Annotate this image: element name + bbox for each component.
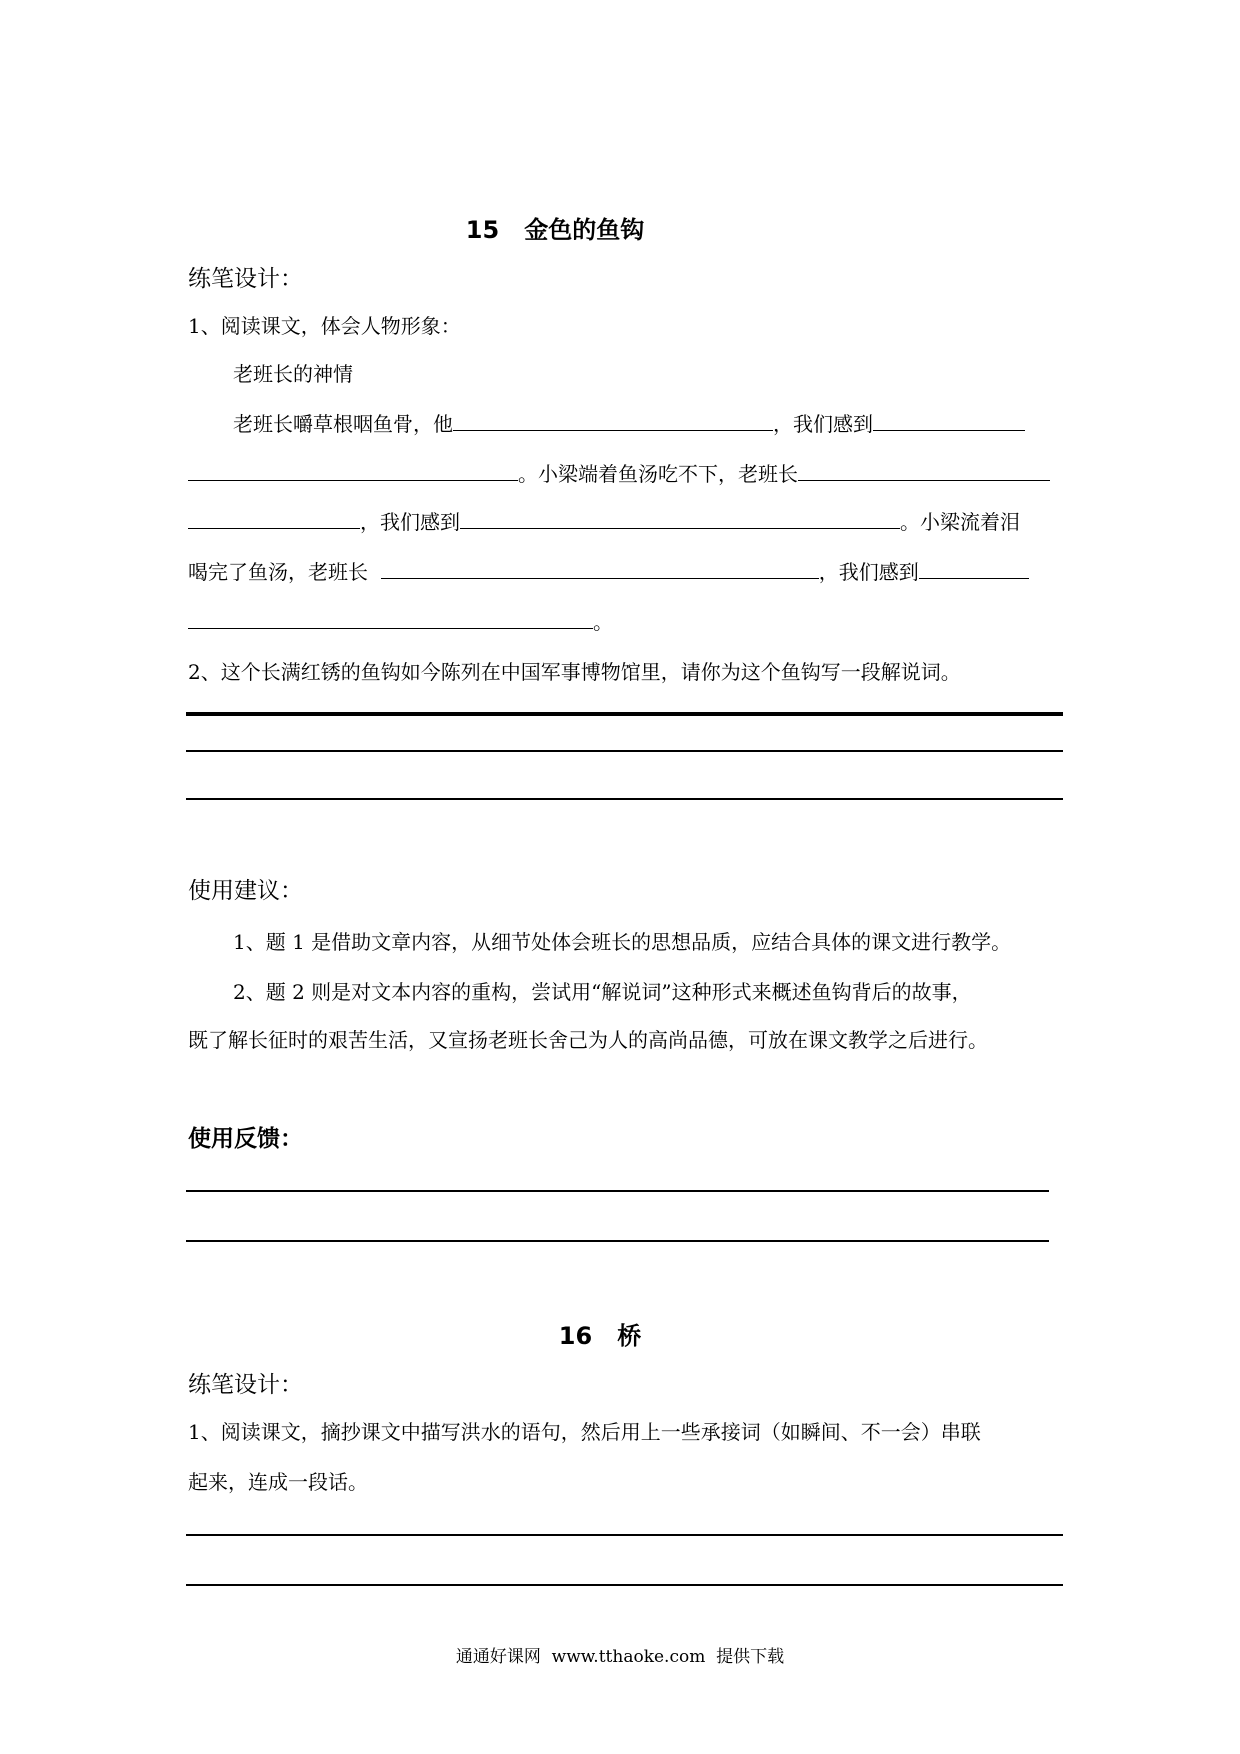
fill-text: ，我们感到 — [360, 510, 460, 534]
lesson16-question-1-continued: 起来，连成一段话。 — [188, 1470, 368, 1494]
feedback-line[interactable] — [186, 1190, 1049, 1192]
advice-item-2: 2、题 2 则是对文本内容的重构，尝试用“解说词”这种形式来概述鱼钩背后的故事， — [233, 980, 972, 1004]
lesson15-advice-heading: 使用建议： — [188, 878, 303, 904]
answer-blank[interactable] — [460, 506, 900, 529]
answer-blank[interactable] — [188, 606, 593, 629]
writing-line[interactable] — [186, 1534, 1063, 1536]
fill-text: 喝完了鱼汤，老班长 — [188, 560, 368, 584]
lesson16-title: 16 桥 — [558, 1322, 642, 1350]
feedback-line[interactable] — [186, 1240, 1049, 1242]
answer-blank[interactable] — [453, 408, 773, 431]
answer-blank[interactable] — [919, 556, 1029, 579]
fill-line-3 — [188, 506, 1020, 535]
fill-line-5 — [188, 606, 613, 635]
fill-line-2 — [188, 458, 1050, 487]
writing-line[interactable] — [186, 750, 1063, 752]
answer-blank[interactable] — [188, 506, 360, 529]
fill-text: 老班长嚼草根咽鱼骨，他 — [233, 412, 453, 436]
writing-line[interactable] — [186, 712, 1063, 716]
advice-item-1: 1、题 1 是借助文章内容，从细节处体会班长的思想品质，应结合具体的课文进行教学。 — [233, 930, 1012, 954]
answer-blank[interactable] — [381, 556, 819, 579]
lesson16-design-heading: 练笔设计： — [188, 1372, 303, 1398]
writing-line[interactable] — [186, 798, 1063, 800]
answer-blank[interactable] — [873, 408, 1025, 431]
lesson15-design-heading: 练笔设计： — [188, 266, 303, 292]
lesson15-feedback-heading: 使用反馈： — [188, 1126, 303, 1152]
fill-line-4 — [188, 556, 1029, 585]
writing-line[interactable] — [186, 1584, 1063, 1586]
lesson15-title: 15 金色的鱼钩 — [465, 216, 645, 244]
lesson15-question-1: 1、阅读课文，体会人物形象： — [188, 314, 461, 338]
lesson16-question-1: 1、阅读课文，摘抄课文中描写洪水的语句，然后用上一些承接词（如瞬间、不一会）串联 — [188, 1420, 981, 1444]
fill-text: ，我们感到 — [773, 412, 873, 436]
fill-line-1 — [233, 408, 1025, 437]
lesson15-question-2: 2、这个长满红锈的鱼钩如今陈列在中国军事博物馆里，请你为这个鱼钩写一段解说词。 — [188, 660, 961, 684]
advice-item-2-continued: 既了解长征时的艰苦生活，又宣扬老班长舍己为人的高尚品德，可放在课文教学之后进行。 — [188, 1028, 988, 1052]
footer: 通通好课网 www.tthaoke.com 提供下载 — [455, 1647, 785, 1667]
fill-text: ，我们感到 — [818, 560, 919, 584]
fill-text: 。小梁流着泪 — [900, 510, 1020, 534]
answer-blank[interactable] — [798, 458, 1050, 481]
fill-text: 。小梁端着鱼汤吃不下，老班长 — [518, 462, 798, 486]
answer-blank[interactable] — [188, 458, 518, 481]
fill-text: 。 — [593, 610, 613, 634]
lesson15-sub-heading: 老班长的神情 — [233, 362, 353, 386]
